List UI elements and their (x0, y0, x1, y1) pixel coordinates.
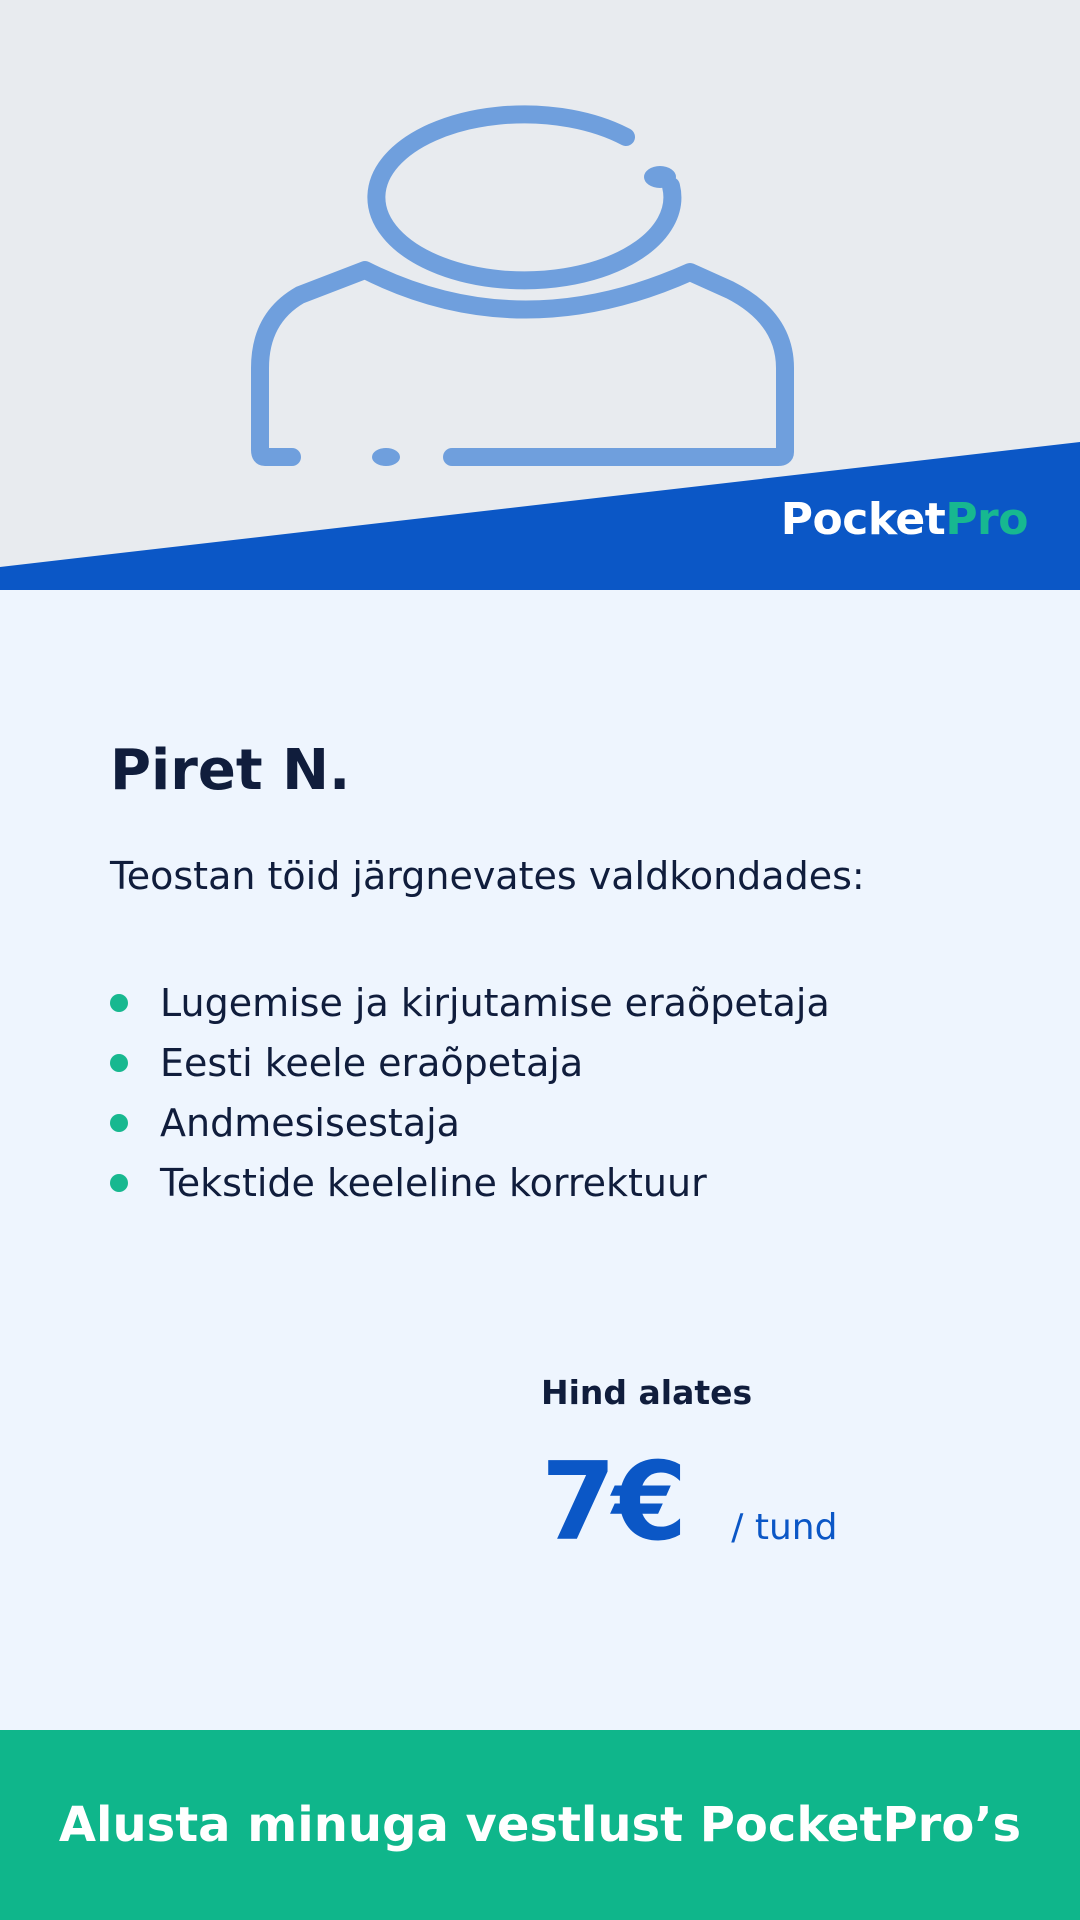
service-item (110, 1153, 990, 1213)
profile-intro: Teostan töid järgnevates valdkondades: (110, 853, 865, 898)
bullet-dot-icon (110, 1174, 128, 1192)
profile-header (0, 0, 1080, 590)
service-label: Tekstide keeleline korrektuur (160, 1161, 707, 1206)
service-item (110, 1033, 990, 1093)
service-item (110, 1093, 990, 1153)
avatar-dot-icon (644, 166, 676, 188)
service-item (110, 973, 990, 1033)
service-label: Andmesisestaja (160, 1101, 460, 1146)
bullet-dot-icon (110, 1054, 128, 1072)
profile-content (110, 740, 990, 1213)
bullet-dot-icon (110, 994, 128, 1012)
price-block (541, 1373, 838, 1565)
pocketpro-logo (780, 494, 1028, 545)
price-value: 7€ (541, 1440, 684, 1565)
logo-part-pro: Pro (945, 494, 1028, 545)
start-chat-button[interactable]: Alusta minuga vestlust PocketPro’s (0, 1730, 1080, 1920)
avatar-dot-icon (372, 448, 400, 466)
price-label: Hind alates (541, 1373, 753, 1412)
bullet-dot-icon (110, 1114, 128, 1132)
logo-part-pocket: Pocket (780, 494, 946, 545)
services-list (110, 973, 990, 1213)
price-row (541, 1440, 838, 1565)
service-label: Eesti keele eraõpetaja (160, 1041, 584, 1086)
service-label: Lugemise ja kirjutamise eraõpetaja (160, 981, 830, 1026)
avatar-placeholder-icon (260, 114, 785, 457)
profile-name: Piret N. (110, 738, 351, 803)
price-unit: / tund (731, 1507, 838, 1548)
